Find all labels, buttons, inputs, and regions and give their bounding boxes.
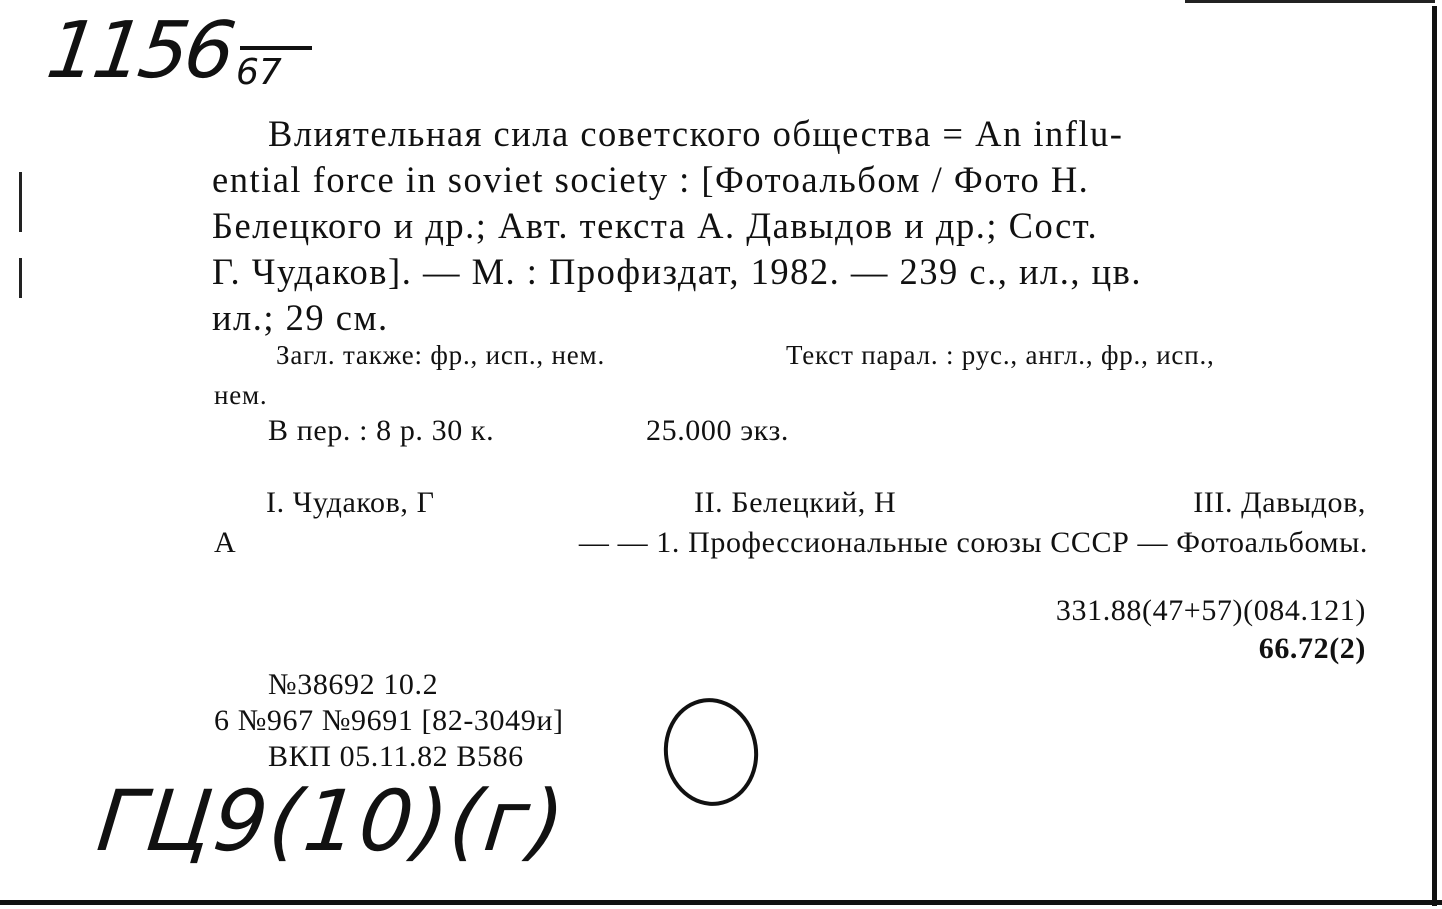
- card-border-bottom: [0, 900, 1442, 905]
- title-line: ил.; 29 см.: [212, 297, 389, 338]
- note-text-languages-cont: нем.: [214, 380, 268, 410]
- stamp-circle: [657, 692, 765, 812]
- title-line: Влиятельная сила советского общества = An influ-: [268, 113, 1124, 154]
- title-line: ential force in soviet society : [Фотоальбом / Фото Н.: [212, 159, 1090, 200]
- call-number-bar: [240, 46, 312, 50]
- index-entry: II. Белецкий, Н: [694, 486, 897, 519]
- margin-mark: [19, 258, 22, 298]
- card-border-right: [1432, 6, 1437, 906]
- record-number: 6 №967 №9691 [82-3049и]: [214, 704, 564, 737]
- record-number: ВКП 05.11.82 В586: [268, 740, 524, 773]
- handwritten-shelf-mark: ГЦ9(10)(г): [92, 772, 571, 870]
- subject-heading: — — 1. Профессиональные союзы СССР — Фотоальбомы.: [578, 526, 1368, 559]
- handwritten-call-number: 1156: [41, 6, 237, 96]
- handwritten-call-number-sub: 67: [236, 52, 282, 93]
- index-entry-cont: А: [214, 526, 237, 559]
- title-line: Г. Чудаков]. — М. : Профиздат, 1982. — 239 с., ил., цв.: [212, 251, 1142, 292]
- note-text-languages: Текст парал. : рус., англ., фр., исп.,: [786, 340, 1215, 370]
- card-border-top: [1185, 0, 1435, 3]
- note-title-languages: Загл. также: фр., исп., нем.: [276, 340, 605, 370]
- index-entry: I. Чудаков, Г: [266, 486, 435, 519]
- classification-code: 331.88(47+57)(084.121): [1055, 594, 1366, 627]
- margin-mark: [19, 172, 22, 232]
- index-entry: III. Давыдов,: [1193, 486, 1366, 519]
- classification-code: 66.72(2): [1258, 632, 1366, 665]
- record-number: №38692 10.2: [268, 668, 439, 701]
- print-run: 25.000 экз.: [646, 414, 790, 447]
- title-line: Белецкого и др.; Авт. текста А. Давыдов и др.; Сост.: [212, 205, 1099, 246]
- price-binding: В пер. : 8 р. 30 к.: [268, 414, 495, 447]
